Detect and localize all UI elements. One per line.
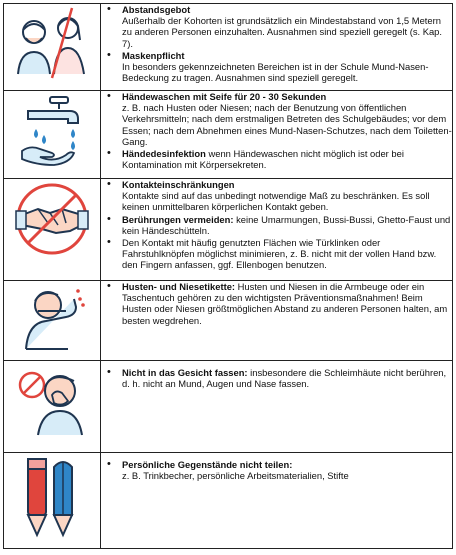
icon-cell — [4, 453, 101, 549]
table-row — [4, 281, 453, 361]
rule-text: z. B. Trinkbecher, persönliche Arbeitsmaterialien, Stifte — [122, 470, 349, 482]
rule-item — [101, 4, 452, 49]
table-row — [4, 179, 453, 281]
rule-text: z. B. nach Husten oder Niesen; nach der Benutzung von öffentlichen Verkehrsmitteln; nach dem erstmaligen Betreten des Schulgebäudes; vor dem Essen; nach dem Abnehmen eines Mund-Nasen-Schutzes, nach dem Toiletten-Gang. — [122, 102, 452, 147]
icon-cell — [4, 4, 101, 91]
rule-text: insbesondere die Schleimhäute nicht berühren, d. h. nicht an Mund, Augen und Nase fassen. — [122, 367, 447, 390]
rule-item — [101, 179, 452, 213]
rule-cell — [101, 453, 453, 549]
rule-heading: • Persönliche Gegenstände nicht teilen: — [122, 459, 293, 470]
table-row — [4, 453, 453, 549]
rule-item — [101, 237, 452, 271]
rule-item — [101, 281, 452, 326]
icon-cell — [4, 179, 101, 281]
table-row — [4, 361, 453, 453]
icon-cell — [4, 91, 101, 179]
rule-heading: Berührungen vermeiden: — [122, 213, 234, 225]
hygiene-rules-table — [3, 3, 453, 549]
rule-heading: • Händewaschen mit Seife für 20 - 30 Sekunden — [122, 91, 327, 102]
sneeze-elbow-icon — [16, 281, 88, 353]
no-face-touch-icon — [14, 361, 90, 437]
rule-item — [101, 91, 452, 147]
rule-cell — [101, 4, 453, 91]
rule-heading: Händedesinfektion — [122, 148, 206, 160]
rule-heading: Husten- und Niesetikette: — [122, 281, 236, 292]
handwashing-tap-icon — [14, 91, 90, 167]
rule-cell — [101, 91, 453, 179]
rule-heading: • Kontakteinschränkungen — [122, 179, 235, 190]
rule-text: keine Umarmungen, Bussi-Bussi, Ghetto-Faust und kein Händeschütteln. — [122, 213, 451, 236]
rule-cell — [101, 179, 453, 281]
pen-pencil-icon — [20, 453, 84, 541]
rule-text: Husten und Niesen in die Armbeuge oder ein Taschentuch gehören zu den wichtigsten Präventionsmaßnahmen! Beim Husten oder Niesen größtmöglichen Abstand zu anderen Personen halten, am besten wegdrehen. — [122, 281, 448, 326]
rule-item — [101, 214, 452, 236]
rule-item — [101, 459, 452, 481]
rule-item — [101, 50, 452, 84]
rule-text: Kontakte sind auf das unbedingt notwendige Maß zu beschränken. Es soll keinen unmittelbaren körperlichen Kontakt geben. — [122, 190, 430, 213]
no-handshake-icon — [12, 179, 92, 259]
rule-text: Außerhalb der Kohorten ist grundsätzlich ein Mindestabstand von 1,5 Metern zu anderen Personen einzuhalten. Ausnahmen sind speziell geregelt (s. Kap. 7). — [122, 15, 442, 49]
rule-heading: • Maskenpflicht — [122, 49, 185, 61]
rule-item — [101, 148, 452, 170]
rule-text: wenn Händewaschen nicht möglich ist oder bei Kontamination mit Körpersekreten. — [122, 148, 404, 171]
icon-cell — [4, 281, 101, 361]
rule-text: In besonders gekennzeichneten Bereichen ist in der Schule Mund-Nasen-Bedeckung zu tragen. Ausnahmen sind speziell geregelt. — [122, 61, 429, 84]
rule-cell — [101, 361, 453, 453]
rule-item — [101, 367, 452, 389]
distance-people-icon — [14, 4, 90, 80]
table-row — [4, 91, 453, 179]
rule-heading: • Abstandsgebot — [122, 4, 191, 15]
rule-heading: Nicht in das Gesicht fassen: — [122, 367, 248, 378]
table-row — [4, 4, 453, 91]
rule-cell — [101, 281, 453, 361]
rule-text: Den Kontakt mit häufig genutzten Flächen wie Türklinken oder Fahrstuhlknöpfen möglichst minimieren, z. B. nicht mit der vollen Hand bzw. den Fingern anfassen, ggf. Ellenbogen benutzen. — [122, 237, 437, 271]
icon-cell — [4, 361, 101, 453]
